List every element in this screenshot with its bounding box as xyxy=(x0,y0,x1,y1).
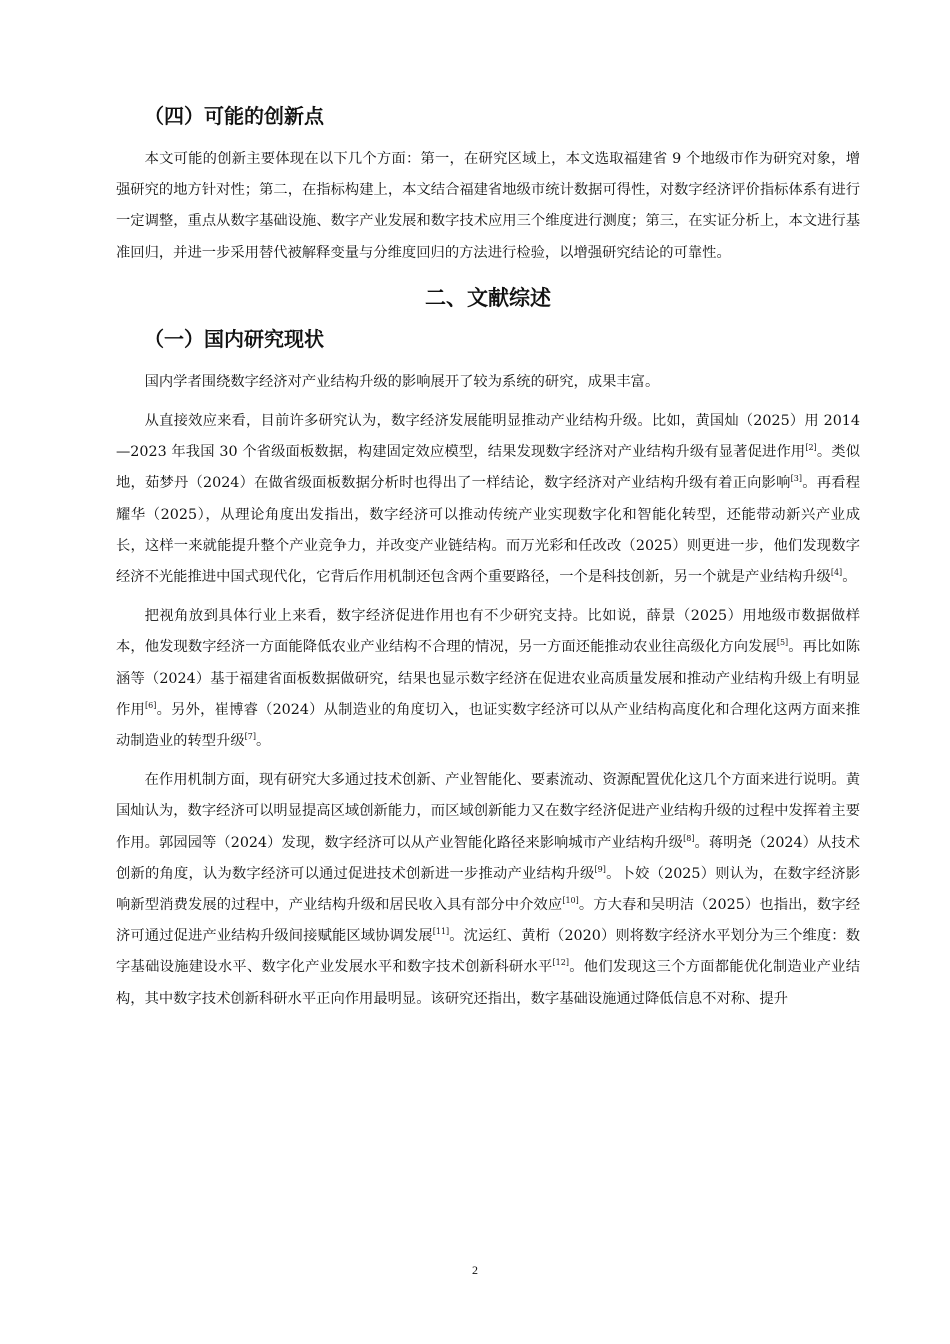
citation-ref: [9] xyxy=(594,865,606,875)
paragraph-text: 。另外，崔博睿（2024）从制造业的角度切入，也证实数字经济可以从产业结构高度化和合理化这两方面来推动制造业的转型升级 xyxy=(116,701,861,750)
document-page xyxy=(116,96,860,1015)
paragraph-text: 。类似地，茹梦丹（2024）在做省级面板数据分析时也得出了一样结论，数字经济对产业结构升级有着正向影响 xyxy=(116,444,861,492)
domestic-intro-paragraph: 国内学者围绕数字经济对产业结构升级的影响展开了较为系统的研究，成果丰富。 xyxy=(144,373,660,390)
citation-ref: [11] xyxy=(432,927,450,937)
paragraph-text: 。沈运红、黄桁（2020）则将数字经济水平划分为三个维度：数字基础设施建设水平、数字化产业发展水平和数字技术创新科研水平 xyxy=(116,928,860,976)
chapter-title: 二、文献综述 xyxy=(425,285,551,310)
section-heading-domestic: （一）国内研究现状 xyxy=(144,326,324,351)
citation-ref: [12] xyxy=(552,958,569,968)
paragraph-text: 从直接效应来看，目前许多研究认为，数字经济发展能明显推动产业结构升级。比如，黄国灿（2025）用 2014—2023 年我国 30 个省级面板数据，构建固定效应模型，结果发现数字经济对产业结构升级有显著促进作用 xyxy=(116,413,860,461)
citation-ref: [5] xyxy=(776,638,789,648)
paragraph-text: 。卜姣（2025）则认为，在数字经济影响新型消费发展的过程中，产业结构升级和居民收入具有部分中介效应 xyxy=(116,865,860,914)
paragraph-text: 。再看程耀华（2025），从理论角度出发指出，数字经济可以推动传统产业实现数字化和智能化转型，还能带动新兴产业成长，这样一来就能提升整个产业竞争力，并改变产业链结构。而万光彩和任改改（2025）则更进一步，他们发现数字经济不光能推进中国式现代化，它背后作用机制还包含两个重要路径，一个是科技创新，另一个就是产业结构升级 xyxy=(116,475,860,586)
section-heading-innovation: （四）可能的创新点 xyxy=(144,104,324,128)
citation-ref: [3] xyxy=(790,474,802,484)
paragraph-text: 在作用机制方面，现有研究大多通过技术创新、产业智能化、要素流动、资源配置优化这几个方面来进行说明。黄国灿认为，数字经济可以明显提高区域创新能力，而区域创新能力又在数字经济促进产业结构升级的过程中发挥着主要作用。郭园园等（2024）发现，数字经济可以从产业智能化路径来影响城市产业结构升级 xyxy=(116,772,860,851)
citation-ref: [6] xyxy=(145,701,157,711)
paragraph-text: 。 xyxy=(256,733,271,750)
paragraph-text: 。再比如陈涵等（2024）基于福建省面板数据做研究，结果也显示数字经济在促进农业高质量发展和推动产业结构升级上有明显作用 xyxy=(116,639,861,718)
citation-ref: [10] xyxy=(562,896,579,906)
citation-ref: [4] xyxy=(830,568,843,578)
innovation-paragraph: 本文可能的创新主要体现在以下几个方面：第一，在研究区域上，本文选取福建省 9 个地级市作为研究对象，增强研究的地方针对性；第二，在指标构建上，本文结合福建省地级市统计数据可得性，对数字经济评价指标体系有进行一定调整，重点从数字基础设施、数字产业发展和数字技术应用三个维度进行测度；第三，在实证分析上，本文进行基准回归，并进一步采用替代被解释变量与分维度回归的方法进行检验，以增强研究结论的可靠性。 xyxy=(116,151,860,261)
citation-ref: [8] xyxy=(683,833,695,843)
mechanism-paragraph xyxy=(116,765,860,1015)
direct-effect-paragraph xyxy=(116,406,860,593)
paragraph-text: 。方大春和吴明洁（2025）也指出，数字经济可通过促进产业结构升级间接赋能区域协调发展 xyxy=(116,897,860,945)
industry-level-paragraph xyxy=(116,601,860,757)
citation-ref: [7] xyxy=(244,732,257,742)
paragraph-text: 。 xyxy=(842,569,857,586)
paragraph-text: 。蒋明尧（2024）从技术创新的角度，认为数字经济可以通过促进技术创新进一步推动产业结构升级 xyxy=(116,834,860,882)
paragraph-text: 把视角放到具体行业上来看，数字经济促进作用也有不少研究支持。比如说，薛景（2025）用地级市数据做样本，他发现数字经济一方面能降低农业产业结构不合理的情况，另一方面还能推动农业往高级化方向发展 xyxy=(116,608,860,656)
paragraph-text: 。他们发现这三个方面都能优化制造业产业结构，其中数字技术创新科研水平正向作用最明显。该研究还指出，数字基础设施通过降低信息不对称、提升 xyxy=(116,959,860,1007)
citation-ref: [2] xyxy=(805,443,817,453)
page-number: 2 xyxy=(472,1263,478,1277)
